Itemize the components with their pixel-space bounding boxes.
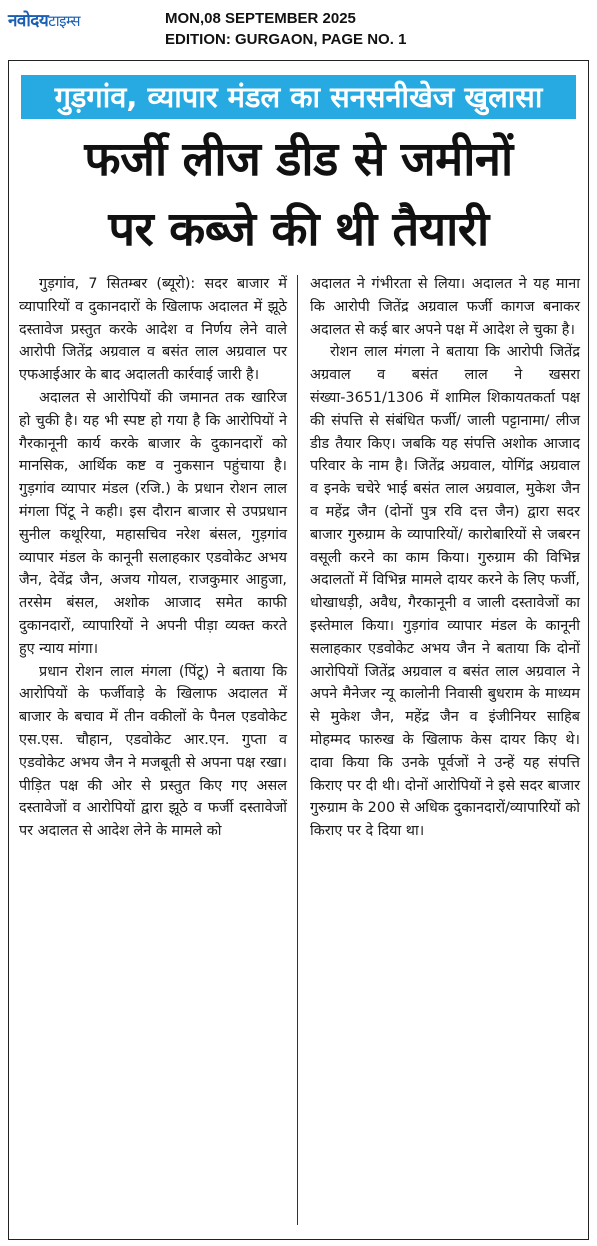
headline-line-2: पर कब्जे की थी तैयारी	[108, 202, 489, 257]
paragraph: अदालत से आरोपियों की जमानत तक खारिज हो चुकी है। यह भी स्पष्ट हो गया है कि आरोपियों ने गैरकानूनी कार्य करके बाजार के दुकानदारों को मानसिक, आर्थिक कष्ट व नुकसान पहुंचाया है। गुड़गांव व्यापार मंडल (रजि.) के प्रधान रोशन लाल मंगला पिंटू ने कही। इस दौरान बाजार से उपप्रधान सुनील कथूरिया, महासचिव नरेश बंसल, गुड़गांव व्यापार मंडल के कानूनी सलाहकार एडवोकेट अभय जैन, देवेंद्र जैन, अजय गोयल, राजकुमार आहुजा, तरसेम बंसल, अशोक आजाद समेत काफी दुकानदारों, व्यापारियों ने अपनी पीड़ा व्यक्त करते हुए न्याय मांगा।	[19, 389, 287, 657]
article-column-right	[310, 273, 580, 843]
masthead-sub: टाइम्स	[48, 12, 81, 30]
headline-line-1: फर्जी लीज डीड से जमीनों	[84, 132, 513, 187]
edition-info	[165, 8, 406, 50]
article-column-left	[19, 273, 287, 843]
paragraph: गुड़गांव, 7 सितम्बर (ब्यूरो): सदर बाजार में व्यापारियों व दुकानदारों के खिलाफ अदालत में झूठे दस्तावेज प्रस्तुत करके आदेश व निर्णय लेने वाले आरोपी जितेंद्र अग्रवाल व बसंत लाल अग्रवाल पर एफआईआर के बाद अदालती कार्रवाई जारी है।	[19, 276, 287, 384]
page-header	[0, 0, 597, 58]
masthead-main: नवोदय	[8, 11, 49, 31]
news-clipping	[8, 60, 589, 1240]
edition-label: EDITION: GURGAON, PAGE NO. 1	[165, 31, 407, 48]
kicker-banner	[21, 75, 576, 119]
paragraph: रोशन लाल मंगला ने बताया कि आरोपी जितेंद्र अग्रवाल व बसंत लाल ने खसरा संख्या-3651/1306 में शामिल शिकायतकर्ता पक्ष की संपत्ति से संबंधित फर्जी/ जाली पट्टानामा/ लीज डीड तैयार किए। जबकि यह संपत्ति अशोक आजाद परिवार के नाम है। जितेंद्र अग्रवाल, योगिंद्र अग्रवाल व इनके चचेरे भाई बसंत लाल अग्रवाल, मुकेश जैन व महेंद्र जैन (दोनों पुत्र रवि दत्त जैन) द्वारा सदर बाजार गुरुग्राम के व्यापारियों/ कारोबारियों से जबरन वसूली करने का काम किया। गुरुग्राम की विभिन्न अदालतों में विभिन्न मामले दायर करने के लिए फर्जी, धोखाधड़ी, अवैध, गैरकानूनी व जाली दस्तावेजों का इस्तेमाल किया। गुड़गांव व्यापार मंडल के कानूनी सलाहकार एडवोकेट अभय जैन ने बताया कि दोनों आरोपियों जितेंद्र अग्रवाल व बसंत लाल अग्रवाल ने अपने मैनेजर न्यू कालोनी निवासी बुधराम के माध्यम से मुकेश जैन, महेंद्र जैन व इंजीनियर साहिब मोहम्मद फारुख के खिलाफ केस दायर किए थे। दावा किया कि उनके पूर्वजों ने उन्हें यह संपत्ति किराए पर दी थी। दोनों आरोपियों ने इसे सदर बाजार गुरुग्राम के 200 से अधिक दुकानदारों/व्यापारियों को किराए पर दे दिया था।	[310, 344, 580, 840]
paragraph: अदालत ने गंभीरता से लिया। अदालत ने यह माना कि आरोपी जितेंद्र अग्रवाल फर्जी कागज बनाकर अदालत से कई बार अपने पक्ष में आदेश ले चुका है।	[310, 276, 580, 338]
paragraph: प्रधान रोशन लाल मंगला (पिंटू) ने बताया कि आरोपियों के फर्जीवाड़े के खिलाफ अदालत में बाजार के बचाव में तीन वकीलों के पैनल एडवोकेट एस.एस. चौहान, एडवोकेट आर.एन. गुप्ता व एडवोकेट अभय जैन ने मजबूती से अपना पक्ष रखा। पीड़ित पक्ष की ओर से प्रस्तुत किए गए असल दस्तावेजों व आरोपियों द्वारा झूठे व फर्जी दस्तावेजों पर अदालत से आदेश लेने के मामले को	[19, 663, 287, 840]
masthead-logo	[8, 8, 80, 31]
headline	[21, 125, 576, 265]
kicker-text: गुड़गांव, व्यापार मंडल का सनसनीखेज खुलासा	[54, 80, 543, 114]
publication-date: MON,08 SEPTEMBER 2025	[165, 10, 356, 27]
column-divider	[297, 275, 298, 1225]
